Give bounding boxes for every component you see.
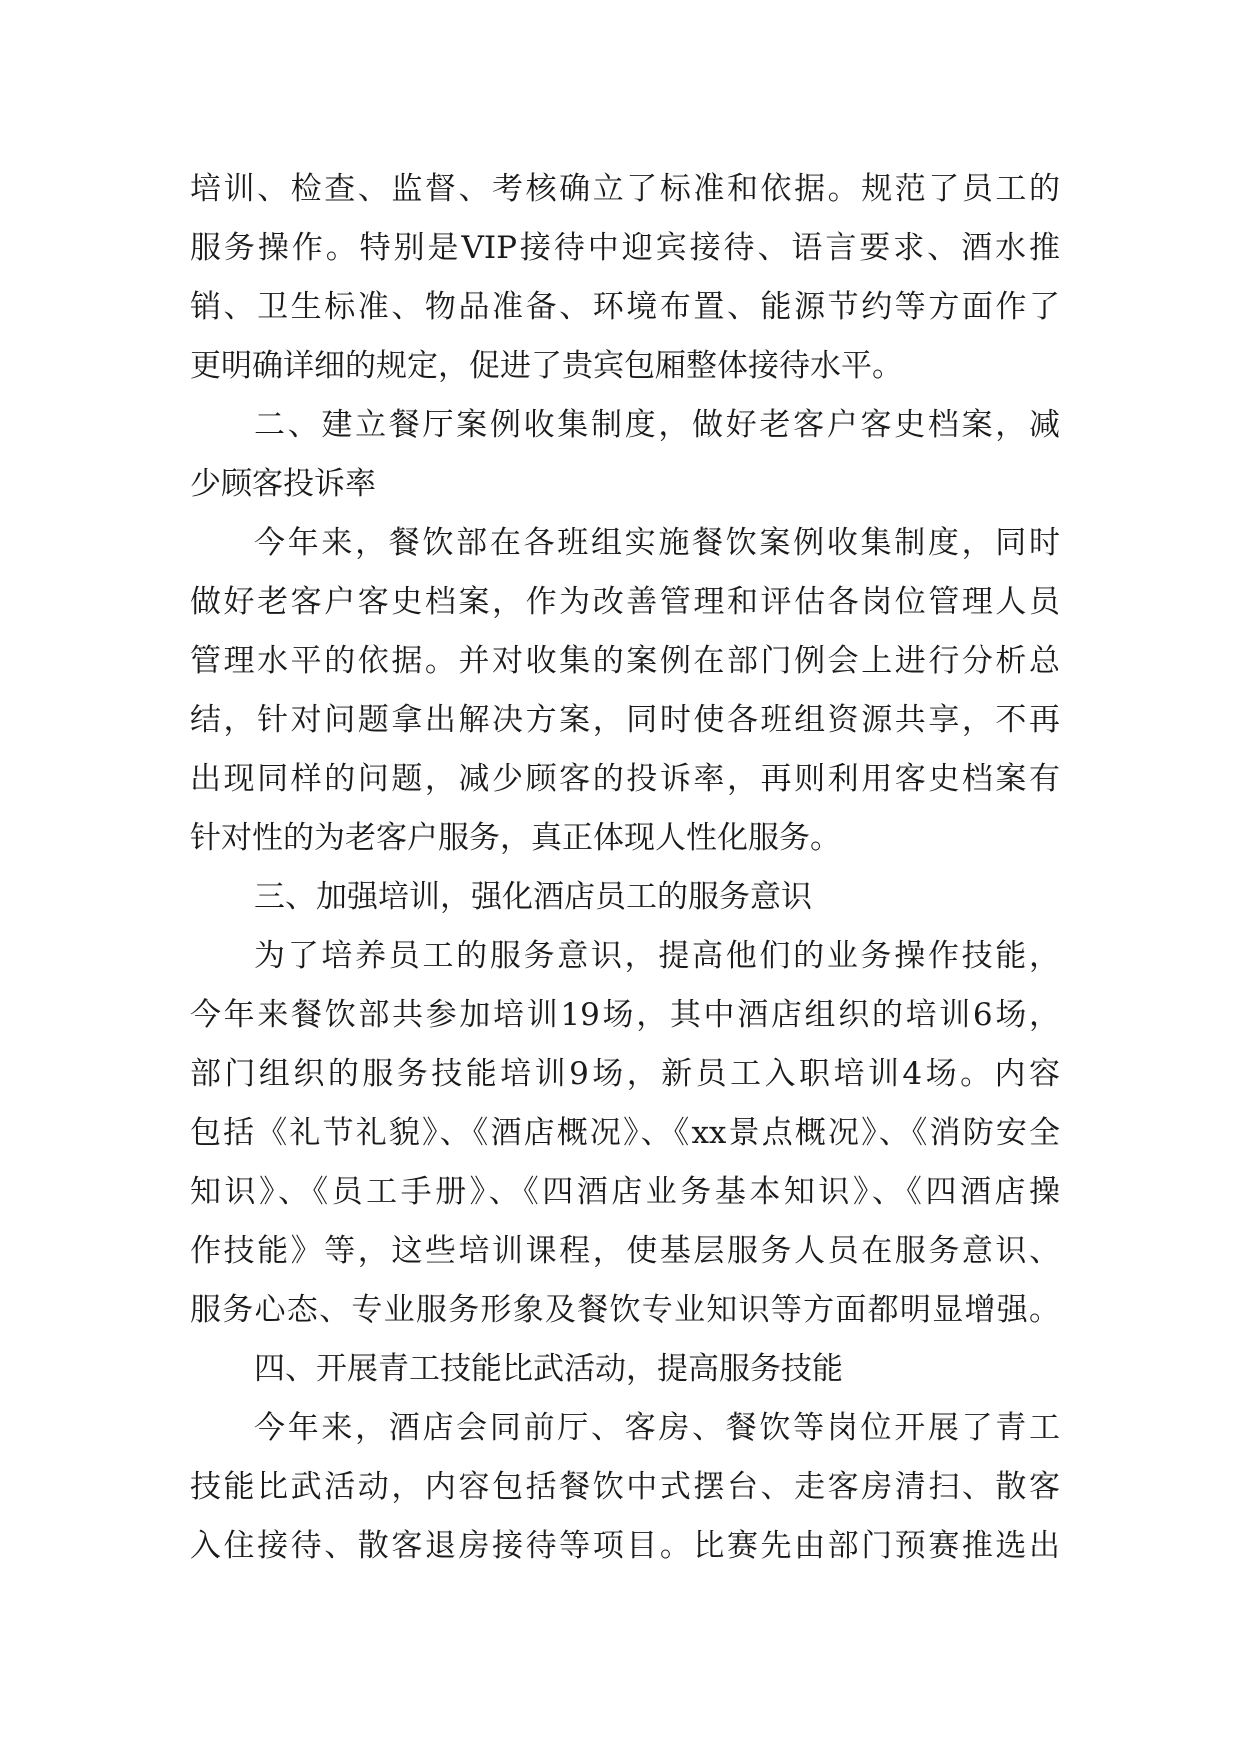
text-line: 为了培养员工的服务意识，提高他们的业务操作技能，: [254, 938, 1060, 974]
text-line: 部门组织的服务技能培训9场，新员工入职培训4场。内容: [190, 1056, 1060, 1092]
text-line: 包括《礼节礼貌》、《酒店概况》、《xx景点概况》、《消防安全: [190, 1115, 1060, 1151]
text-line: 二、建立餐厅案例收集制度，做好老客户客史档案，减: [254, 407, 1060, 443]
text-line: 三、加强培训，强化酒店员工的服务意识: [254, 879, 812, 915]
text-line: 服务心态、专业服务形象及餐饮专业知识等方面都明显增强。: [190, 1292, 1060, 1328]
document-body: [190, 160, 1060, 1576]
text-line: 技能比武活动，内容包括餐饮中式摆台、走客房清扫、散客: [190, 1469, 1060, 1505]
text-line: 更明确详细的规定，促进了贵宾包厢整体接待水平。: [190, 348, 903, 384]
text-line: 作技能》等，这些培训课程，使基层服务人员在服务意识、: [190, 1233, 1060, 1269]
text-line: 做好老客户客史档案，作为改善管理和评估各岗位管理人员: [190, 584, 1060, 620]
text-line: 入住接待、散客退房接待等项目。比赛先由部门预赛推选出: [190, 1528, 1060, 1564]
text-line: 今年来餐饮部共参加培训19场，其中酒店组织的培训6场，: [190, 997, 1060, 1033]
text-line: 销、卫生标准、物品准备、环境布置、能源节约等方面作了: [190, 289, 1060, 325]
text-line: 结，针对问题拿出解决方案，同时使各班组资源共享，不再: [190, 702, 1060, 738]
text-line: 知识》、《员工手册》、《四酒店业务基本知识》、《四酒店操: [190, 1174, 1060, 1210]
text-line: 服务操作。特别是VIP接待中迎宾接待、语言要求、酒水推: [190, 230, 1060, 266]
text-line: 少顾客投诉率: [190, 466, 376, 502]
text-line: 管理水平的依据。并对收集的案例在部门例会上进行分析总: [190, 643, 1060, 679]
text-line: 出现同样的问题，减少顾客的投诉率，再则利用客史档案有: [190, 761, 1060, 797]
text-line: 四、开展青工技能比武活动，提高服务技能: [254, 1351, 843, 1387]
text-line: 针对性的为老客户服务，真正体现人性化服务。: [190, 820, 841, 856]
text-line: 今年来，酒店会同前厅、客房、餐饮等岗位开展了青工: [254, 1410, 1060, 1446]
text-line: 今年来，餐饮部在各班组实施餐饮案例收集制度，同时: [254, 525, 1060, 561]
text-line: 培训、检查、监督、考核确立了标准和依据。规范了员工的: [190, 171, 1060, 207]
